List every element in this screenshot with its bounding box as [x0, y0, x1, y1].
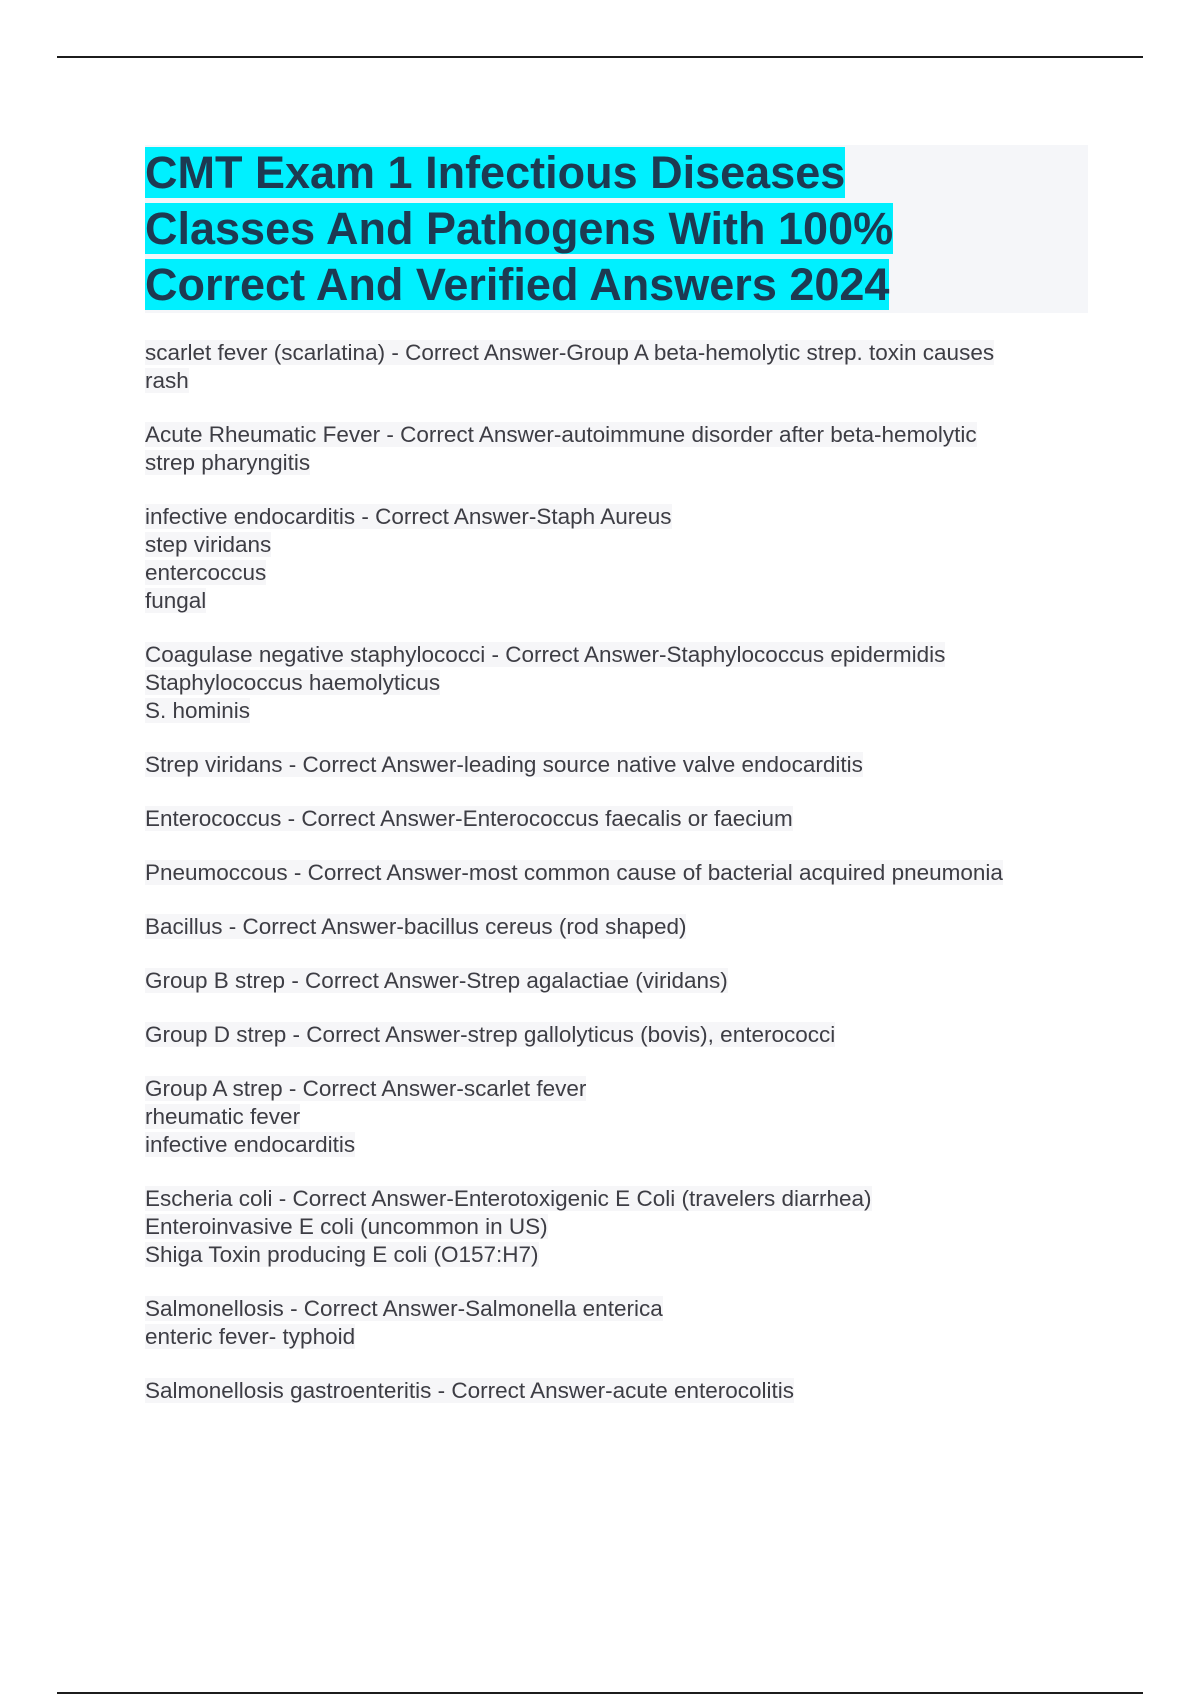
title-line: CMT Exam 1 Infectious Diseases — [145, 147, 846, 198]
qa-line-text: Coagulase negative staphylococci - Correct Answer-Staphylococcus epidermidis — [145, 642, 946, 667]
qa-line-text: Staphylococcus haemolyticus — [145, 670, 441, 695]
qa-line — [145, 859, 1088, 887]
qa-entry — [145, 1075, 1088, 1159]
qa-line-text: rash — [145, 368, 189, 393]
qa-line-text: Salmonellosis gastroenteritis - Correct Answer-acute enterocolitis — [145, 1378, 795, 1403]
qa-entry — [145, 859, 1088, 887]
qa-line — [145, 1323, 1088, 1351]
top-rule — [57, 56, 1143, 58]
document-body — [145, 145, 1088, 1431]
qa-line — [145, 367, 1088, 395]
qa-line-text: Salmonellosis - Correct Answer-Salmonella enterica — [145, 1296, 663, 1321]
qa-line — [145, 1377, 1088, 1405]
qa-line — [145, 913, 1088, 941]
qa-entry — [145, 1377, 1088, 1405]
title-line: Correct And Verified Answers 2024 — [145, 259, 890, 310]
qa-line — [145, 1295, 1088, 1323]
qa-line — [145, 1103, 1088, 1131]
qa-line — [145, 587, 1088, 615]
qa-line-text: infective endocarditis - Correct Answer-Staph Aureus — [145, 504, 672, 529]
qa-line — [145, 1075, 1088, 1103]
qa-entry — [145, 1295, 1088, 1351]
qa-line — [145, 1213, 1088, 1241]
qa-line-text: rheumatic fever — [145, 1104, 301, 1129]
qa-entry — [145, 1185, 1088, 1269]
qa-line-text: Enterococcus - Correct Answer-Enterococcus faecalis or faecium — [145, 806, 793, 831]
bottom-rule — [57, 1692, 1143, 1694]
qa-entry — [145, 1021, 1088, 1049]
title-block — [145, 145, 1088, 313]
qa-line — [145, 805, 1088, 833]
qa-line-text: strep pharyngitis — [145, 450, 311, 475]
qa-line — [145, 559, 1088, 587]
qa-line — [145, 421, 1088, 449]
qa-line-text: Acute Rheumatic Fever - Correct Answer-autoimmune disorder after beta-hemolytic — [145, 422, 977, 447]
document-title — [145, 145, 1088, 313]
qa-list — [145, 339, 1088, 1405]
qa-line-text: Enteroinvasive E coli (uncommon in US) — [145, 1214, 548, 1239]
qa-line-text: Strep viridans - Correct Answer-leading source native valve endocarditis — [145, 752, 863, 777]
qa-line — [145, 1021, 1088, 1049]
qa-line — [145, 1131, 1088, 1159]
qa-line — [145, 967, 1088, 995]
qa-line-text: Group D strep - Correct Answer-strep gallolyticus (bovis), enterococci — [145, 1022, 836, 1047]
qa-entry — [145, 503, 1088, 615]
qa-entry — [145, 805, 1088, 833]
qa-entry — [145, 967, 1088, 995]
qa-line-text: Bacillus - Correct Answer-bacillus cereus (rod shaped) — [145, 914, 687, 939]
qa-line-text: Group B strep - Correct Answer-Strep agalactiae (viridans) — [145, 968, 728, 993]
qa-line — [145, 531, 1088, 559]
qa-line-text: scarlet fever (scarlatina) - Correct Answer-Group A beta-hemolytic strep. toxin causes — [145, 340, 995, 365]
qa-line — [145, 751, 1088, 779]
qa-line — [145, 669, 1088, 697]
qa-line — [145, 339, 1088, 367]
qa-line-text: fungal — [145, 588, 207, 613]
qa-entry — [145, 751, 1088, 779]
qa-line-text: Group A strep - Correct Answer-scarlet fever — [145, 1076, 587, 1101]
qa-line-text: S. hominis — [145, 698, 251, 723]
title-line: Classes And Pathogens With 100% — [145, 203, 894, 254]
qa-line-text: Escheria coli - Correct Answer-Enterotoxigenic E Coli (travelers diarrhea) — [145, 1186, 872, 1211]
qa-line — [145, 641, 1088, 669]
qa-line-text: entercoccus — [145, 560, 267, 585]
qa-line — [145, 449, 1088, 477]
qa-line-text: step viridans — [145, 532, 272, 557]
qa-line-text: enteric fever- typhoid — [145, 1324, 356, 1349]
qa-line — [145, 503, 1088, 531]
qa-entry — [145, 421, 1088, 477]
qa-line — [145, 1241, 1088, 1269]
qa-entry — [145, 641, 1088, 725]
qa-line-text: Pneumoccous - Correct Answer-most common cause of bacterial acquired pneumonia — [145, 860, 1003, 885]
qa-line-text: infective endocarditis — [145, 1132, 356, 1157]
qa-line-text: Shiga Toxin producing E coli (O157:H7) — [145, 1242, 539, 1267]
qa-entry — [145, 339, 1088, 395]
qa-line — [145, 697, 1088, 725]
qa-entry — [145, 913, 1088, 941]
qa-line — [145, 1185, 1088, 1213]
